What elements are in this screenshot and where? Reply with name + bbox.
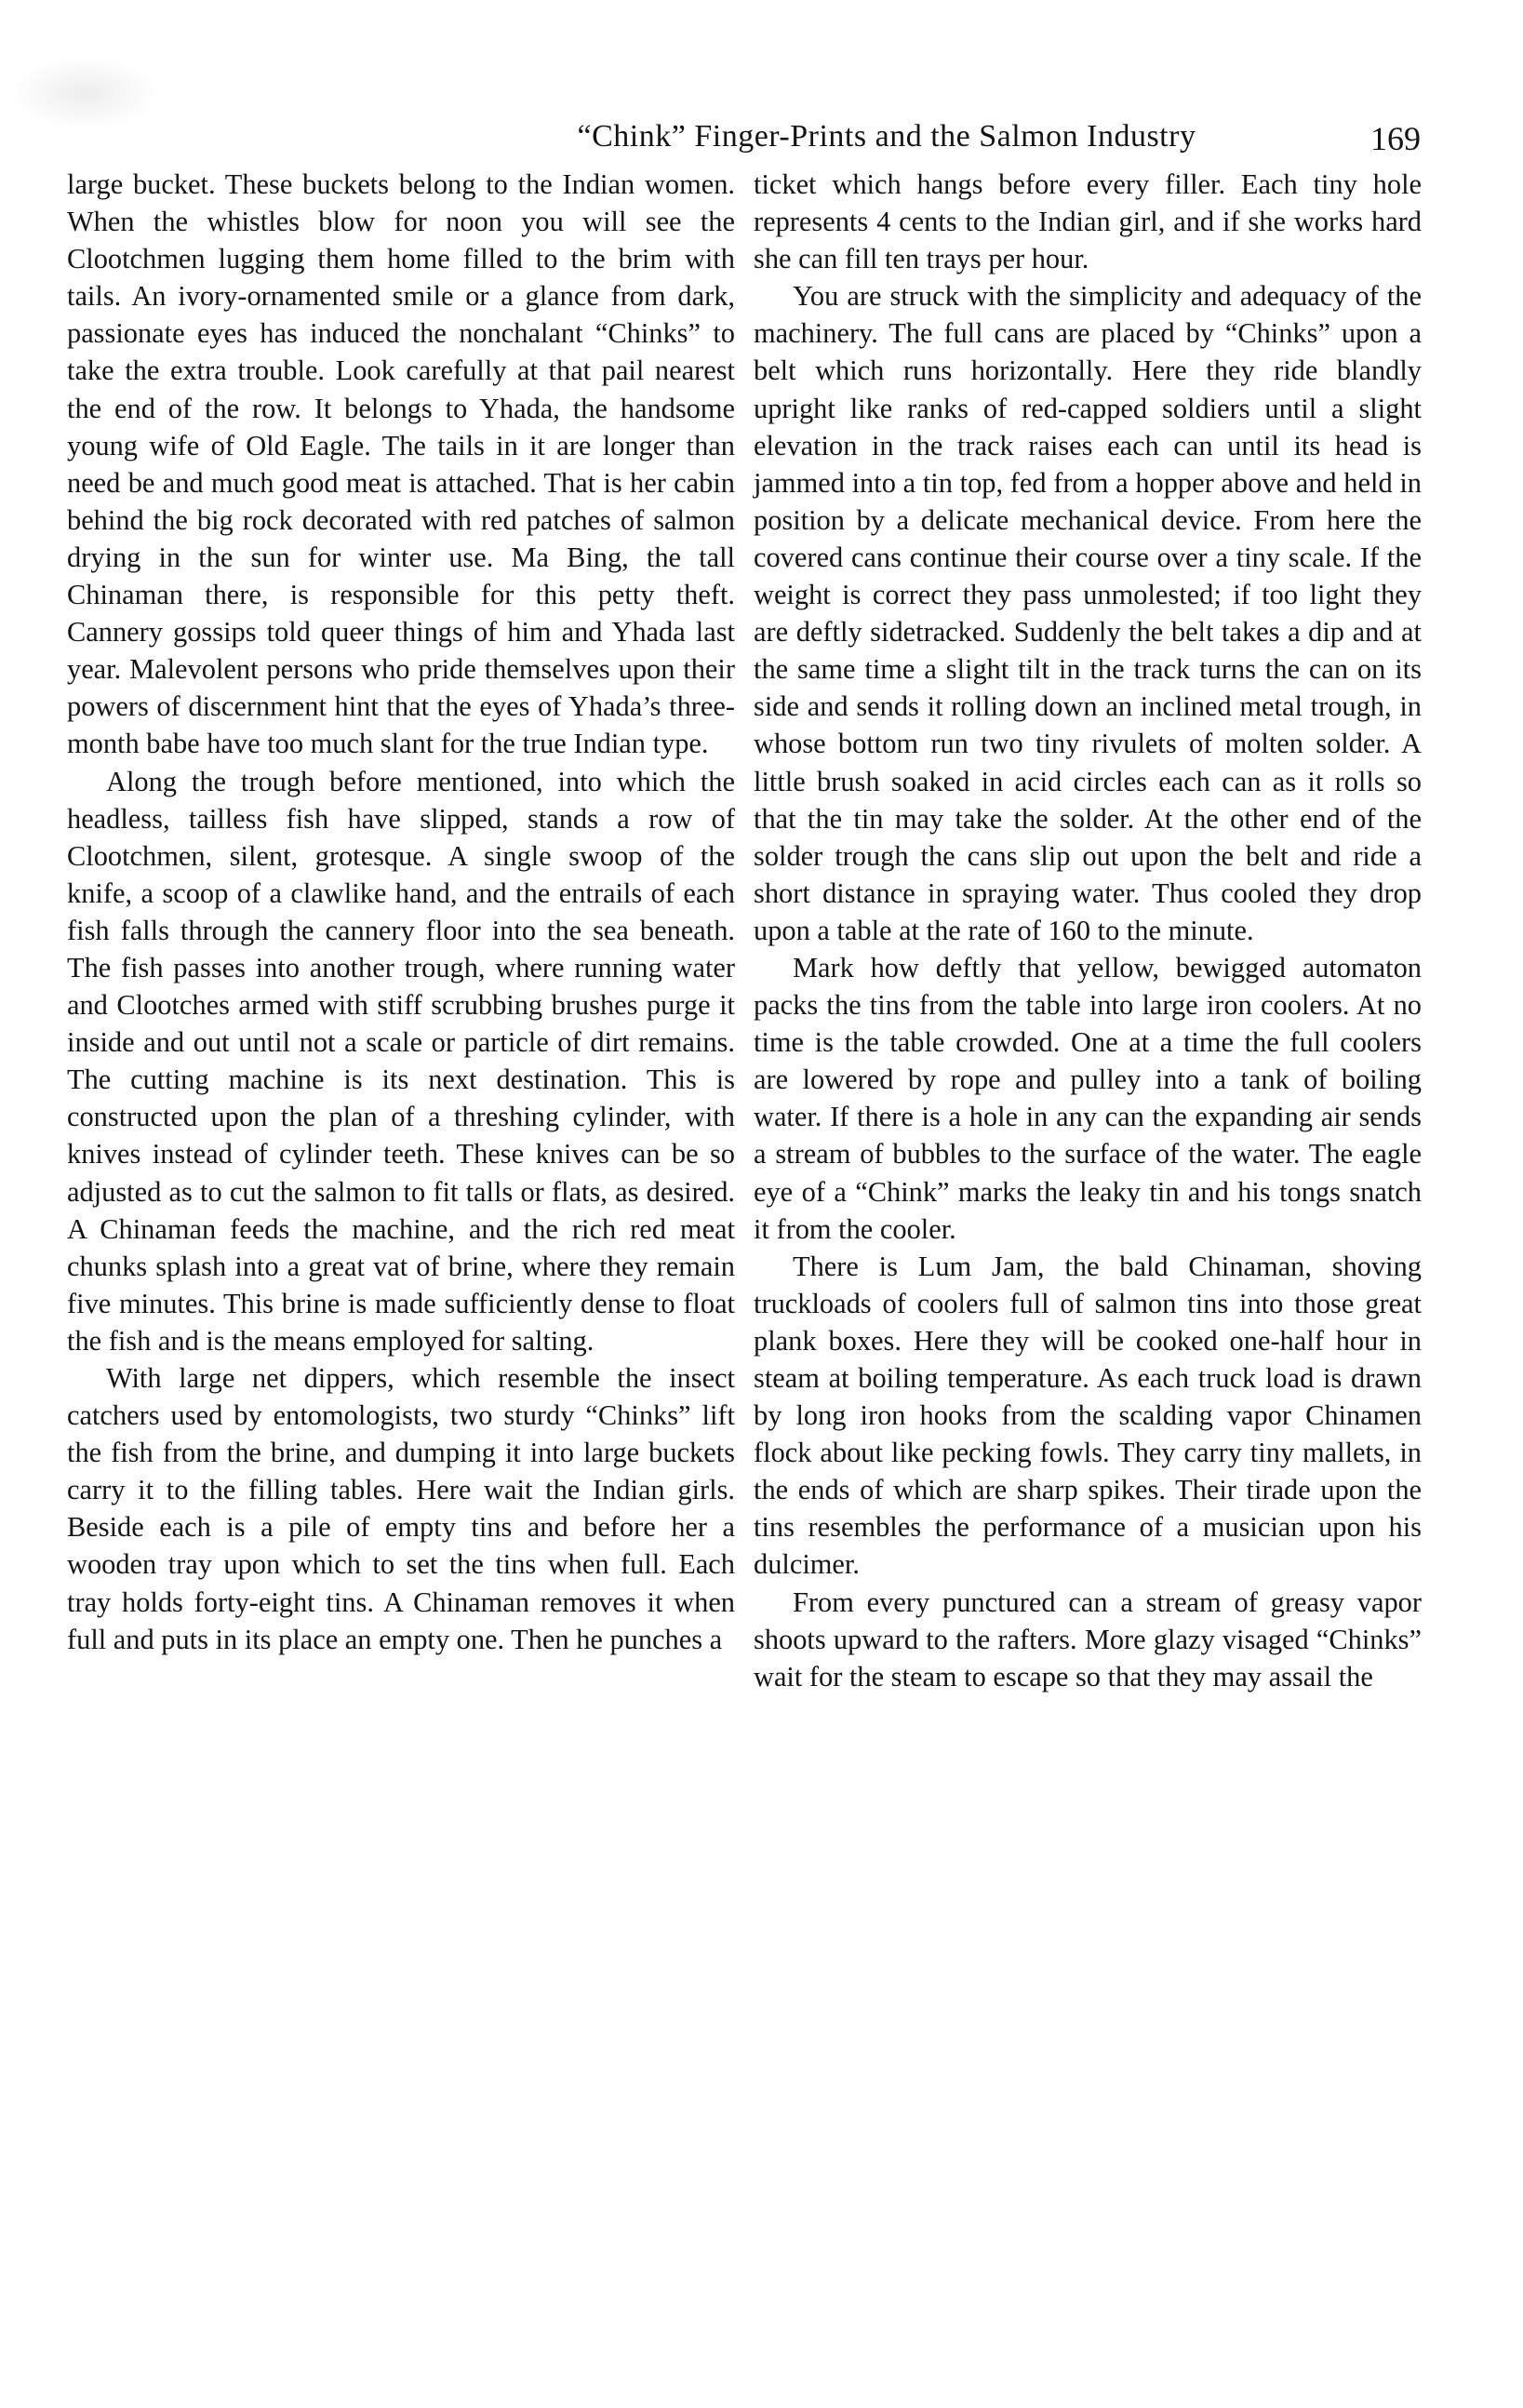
paragraph: Along the trough before mentioned, into which the headless, tailless fish have slipped, stands a row of Clootchmen, silent, grotesque. A single swoop of the knife, a scoop of a clawlike hand, and the entrails of each fish falls through the cannery floor into the sea beneath. The fish passes into another trough, where running water and Clootches armed with stiff scrubbing brushes purge it inside and out until not a scale or particle of dirt remains. The cutting machine is its next destination. This is constructed upon the plan of a threshing cylinder, with knives instead of cylinder teeth. These knives can be so adjusted as to cut the salmon to fit talls or flats, as desired. A Chinaman feeds the machine, and the rich red meat chunks splash into a great vat of brine, where they remain five minutes. This brine is made sufficiently dense to float the fish and is the means employed for salting. — [67, 765, 735, 1357]
paragraph: With large net dippers, which resemble the insect catchers used by entomologists, two sturdy “Chinks” lift the fish from the brine, and dumping it into large buckets carry it to the filling tables. Here wait the Indian girls. Beside each is a pile of empty tins and before her a wooden tray upon which to set the tins when full. Each tray holds forty-eight tins. A Chinaman removes it when full and puts in its place an empty one. Then he punches a — [67, 1362, 735, 1655]
scan-smudge — [9, 56, 158, 130]
paragraph: There is Lum Jam, the bald Chinaman, shoving truckloads of coolers full of salmon tins into those great plank boxes. Here they will be cooked one-half hour in steam at boiling temperature. As each truck load is drawn by long iron hooks from the scalding vapor Chinamen flock about like pecking fowls. They carry tiny mallets, in the ends of which are sharp spikes. Their tirade upon the tins resembles the performance of a musician upon his dulcimer. — [754, 1250, 1422, 1581]
page-number: 169 — [1370, 120, 1421, 157]
right-column — [754, 166, 1422, 1695]
paragraph: ticket which hangs before every filler. Each tiny hole represents 4 cents to the Indian girl, and if she works hard she can fill ten trays per hour. — [754, 168, 1422, 275]
paragraph: You are struck with the simplicity and adequacy of the machinery. The full cans are placed by “Chinks” upon a belt which runs horizontally. Here they ride blandly upright like ranks of red-capped soldiers until a slight elevation in the track raises each can until its head is jammed into a tin top, fed from a hopper above and held in position by a delicate mechanical device. From here the covered cans continue their course over a tiny scale. If the weight is correct they pass unmolested; if too light they are deftly sidetracked. Suddenly the belt takes a dip and at the same time a slight tilt in the track turns the can on its side and sends it rolling down an inclined metal trough, in whose bottom run two tiny rivulets of molten solder. A little brush soaked in acid circles each can as it rolls so that the tin may take the solder. At the other end of the solder trough the cans slip out upon the belt and ride a short distance in spraying water. Thus cooled they drop upon a table at the rate of 160 to the minute. — [754, 280, 1422, 946]
paragraph: large bucket. These buckets belong to the Indian women. When the whistles blow for noon you will see the Clootchmen lugging them home filled to the brim with tails. An ivory-ornamented smile or a glance from dark, passionate eyes has induced the nonchalant “Chinks” to take the extra trouble. Look carefully at that pail nearest the end of the row. It belongs to Yhada, the handsome young wife of Old Eagle. The tails in it are longer than need be and much good meat is attached. That is her cabin behind the big rock decorated with red patches of salmon drying in the sun for winter use. Ma Bing, the tall Chinaman there, is responsible for this petty theft. Cannery gossips told queer things of him and Yhada last year. Malevolent persons who pride themselves upon their powers of discernment hint that the eyes of Yhada’s three-month babe have too much slant for the true Indian type. — [67, 168, 735, 760]
left-column — [67, 166, 735, 1658]
paragraph: From every punctured can a stream of greasy vapor shoots upward to the rafters. More glazy visaged “Chinks” wait for the steam to escape so that they may assail the — [754, 1585, 1422, 1692]
running-title: “Chink” Finger-Prints and the Salmon Industry — [577, 119, 1196, 154]
paragraph: Mark how deftly that yellow, bewigged automaton packs the tins from the table into large iron coolers. At no time is the table crowded. One at a time the full coolers are lowered by rope and pulley into a tank of boiling water. If there is a hole in any can the expanding air sends a stream of bubbles to the surface of the water. The eagle eye of a “Chink” marks the leaky tin and his tongs snatch it from the cooler. — [754, 951, 1422, 1245]
